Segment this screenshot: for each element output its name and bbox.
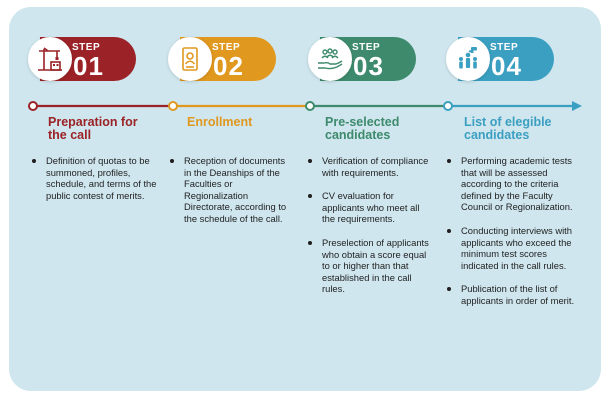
list-item: Conducting interviews with applicants who exceed the minimum test scores indicated in the call rules.	[445, 225, 580, 271]
step-4-icon-circle	[446, 37, 490, 81]
list-item: CV evaluation for applicants who meet all the requirements.	[306, 190, 434, 225]
step-1-icon-circle	[28, 37, 72, 81]
step-2-title: Enrollment	[187, 115, 253, 129]
step-2-list	[168, 155, 293, 237]
step-1-list	[30, 155, 162, 213]
list-item: Preselection of applicants who obtain a score equal to or higher than that established in the call rules.	[306, 237, 434, 295]
id-badge-icon	[175, 44, 205, 74]
step-4-number: 04	[491, 51, 522, 81]
step-3-label: STEP	[352, 42, 381, 53]
timeline-arrow	[28, 99, 584, 113]
hand-people-icon	[315, 44, 345, 74]
step-1-label: STEP	[72, 42, 101, 53]
step-4-list	[445, 155, 580, 319]
list-item: Verification of compliance with requirements.	[306, 155, 434, 178]
step-4-title: List of elegible candidates	[464, 115, 552, 142]
step-1-title: Preparation for the call	[48, 115, 138, 142]
step-3-icon-circle	[308, 37, 352, 81]
list-item: Reception of documents in the Deanships of the Faculties or Regionalization Directorate, according to the schedule of the call.	[168, 155, 293, 225]
step-3-number: 03	[353, 51, 384, 81]
step-2-number: 02	[213, 51, 244, 81]
step-4-label: STEP	[490, 42, 519, 53]
construction-crane-icon	[35, 44, 65, 74]
step-2-icon-circle	[168, 37, 212, 81]
list-item: Publication of the list of applicants in order of merit.	[445, 283, 580, 306]
list-item: Performing academic tests that will be assessed according to the criteria defined by the Faculty Council or Regionalization.	[445, 155, 580, 213]
step-1-number: 01	[73, 51, 104, 81]
step-2-label: STEP	[212, 42, 241, 53]
step-3-title: Pre-selected candidates	[325, 115, 400, 142]
step-3-list	[306, 155, 434, 307]
list-item: Definition of quotas to be summoned, profiles, schedule, and terms of the public contest of merits.	[30, 155, 162, 201]
selected-person-icon	[453, 44, 483, 74]
